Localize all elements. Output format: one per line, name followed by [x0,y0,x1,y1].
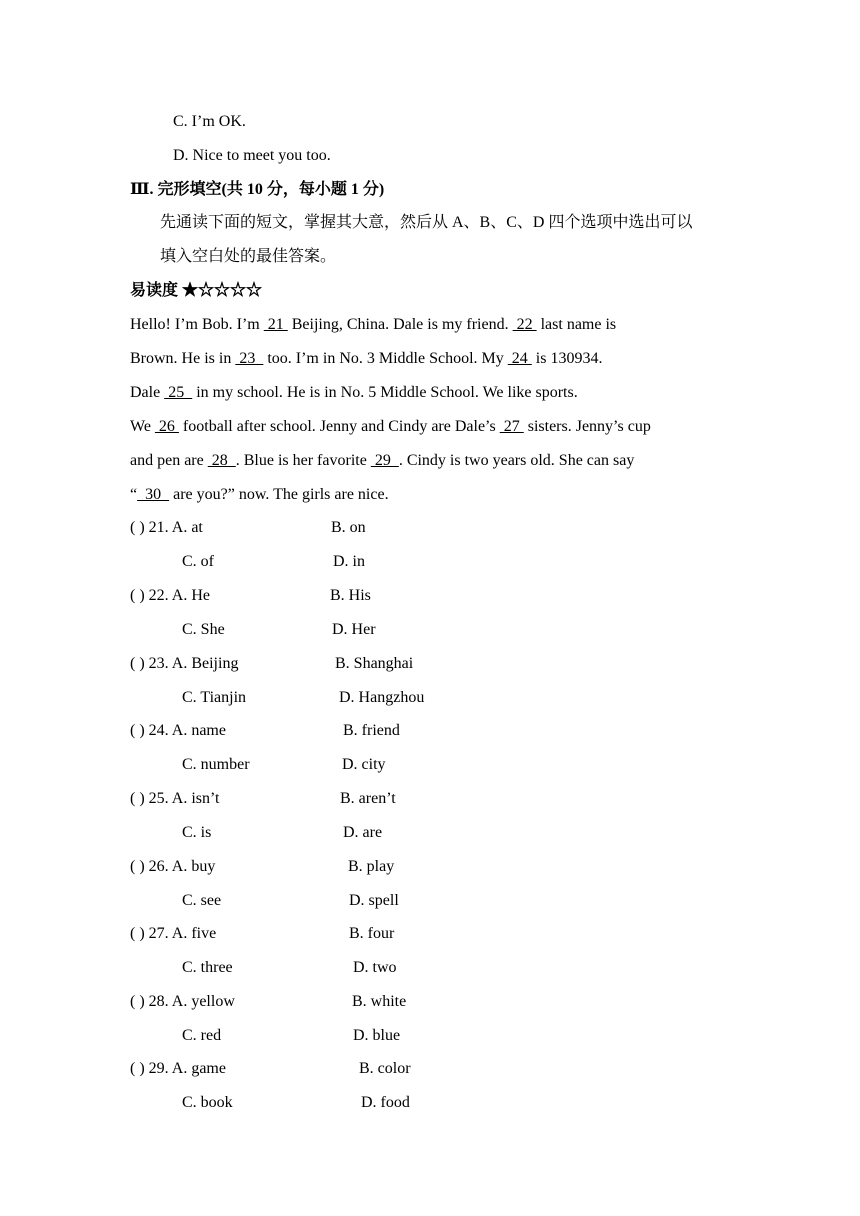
passage-text: Brown. He is in [130,350,236,367]
passage-text: . Blue is her favorite [235,452,371,469]
blank-25: 25 [164,384,193,401]
question-26: ( ) 26. A. buy [130,858,216,875]
option-b: B. color [359,1060,411,1077]
passage-text: Beijing, China. Dale is my friend. [287,316,513,333]
passage-line [130,383,578,403]
option-d: D. in [333,553,365,570]
option-c: C. of [182,553,214,570]
section-heading: Ⅲ. 完形填空(共 10 分，每小题 1 分) [130,181,385,198]
blank-30: 30 [137,486,170,503]
blank-24: 24 [507,350,532,367]
blank-21: 21 [263,316,288,333]
option-c: C. book [182,1094,233,1111]
question-21: ( ) 21. A. at [130,519,203,536]
passage-text: are you?” now. The girls are nice. [169,486,389,503]
option-b: B. white [352,993,407,1010]
passage-text: too. I’m in No. 3 Middle School. My [263,350,508,367]
question-28: ( ) 28. A. yellow [130,993,235,1010]
question-24: ( ) 24. A. name [130,722,226,739]
option-c: C. number [182,756,250,773]
option-b: B. four [349,925,395,942]
option-c: C. She [182,621,225,638]
blank-29: 29 [370,452,399,469]
option-d: D. Hangzhou [339,689,425,706]
option-b: B. play [348,858,395,875]
question-22: ( ) 22. A. He [130,587,210,604]
passage-text: football after school. Jenny and Cindy are Dale’s [178,418,500,435]
passage-line [130,485,389,505]
option-d: D. food [361,1094,410,1111]
question-29: ( ) 29. A. game [130,1060,226,1077]
option-d: D. Nice to meet you too. [173,147,331,164]
option-c: C. I’m OK. [173,113,246,130]
instruction-line-2: 填入空白处的最佳答案。 [160,248,337,265]
passage-text: is 130934. [531,350,603,367]
option-c: C. is [182,824,212,841]
passage-line [130,417,651,437]
passage-line [130,315,616,335]
option-b: B. friend [343,722,400,739]
question-25: ( ) 25. A. isn’t [130,790,220,807]
option-d: D. blue [353,1027,401,1044]
option-b: B. His [330,587,371,604]
passage-text: We [130,418,155,435]
option-d: D. Her [332,621,376,638]
passage-text: Dale [130,384,165,401]
option-d: D. are [343,824,383,841]
passage-text: “ [130,486,138,503]
passage-line [130,451,634,471]
blank-23: 23 [235,350,264,367]
passage-text: in my school. He is in No. 5 Middle School. We like sports. [192,384,578,401]
passage-text: . Cindy is two years old. She can say [398,452,635,469]
option-c: C. Tianjin [182,689,247,706]
option-b: B. on [331,519,366,536]
question-27: ( ) 27. A. five [130,925,217,942]
passage-text: and pen are [130,452,208,469]
option-b: B. aren’t [340,790,396,807]
option-b: B. Shanghai [335,655,414,672]
option-c: C. red [182,1027,222,1044]
difficulty-rating: 易读度 ★☆☆☆☆ [130,282,263,299]
option-c: C. see [182,892,222,909]
option-c: C. three [182,959,233,976]
instruction-line-1: 先通读下面的短文，掌握其大意，然后从 A、B、C、D 四个选项中选出可以 [160,214,693,231]
passage-text: Hello! I’m Bob. I’m [130,316,264,333]
passage-text: sisters. Jenny’s cup [523,418,651,435]
question-23: ( ) 23. A. Beijing [130,655,239,672]
blank-28: 28 [207,452,236,469]
option-d: D. city [342,756,386,773]
option-d: D. spell [349,892,399,909]
passage-text: last name is [536,316,617,333]
option-d: D. two [353,959,397,976]
blank-26: 26 [154,418,179,435]
blank-22: 22 [512,316,537,333]
blank-27: 27 [499,418,524,435]
passage-line [130,349,602,369]
